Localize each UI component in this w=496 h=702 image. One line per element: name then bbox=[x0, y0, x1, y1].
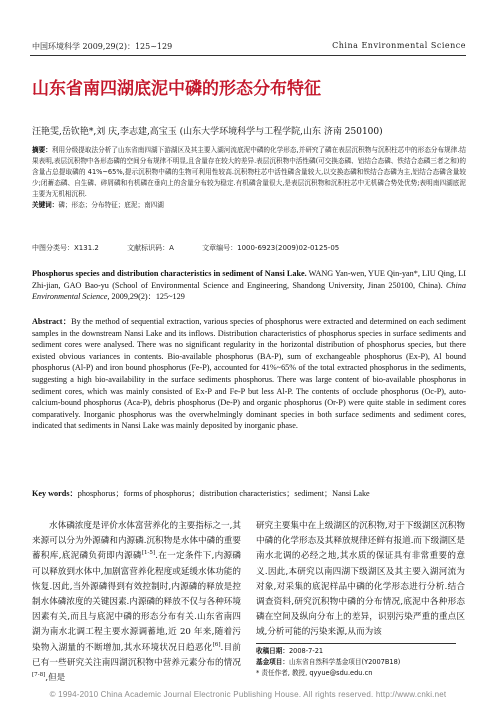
document-code: 文献标识码：A bbox=[127, 244, 174, 252]
english-keywords-text: phosphorus；forms of phosphorus；distribution characteristics；sediment；Nansi Lake bbox=[77, 489, 370, 498]
body-column-right: 研究主要集中在上级湖区的沉积物,对于下级湖区沉积物中磷的化学形态及其释放规律还鲜有报道.而下级湖区是南水北调的必经之地,其水质的保证具有非常重要的意义.因此,本研究以南四湖下级湖区及其主要入湖河流为对象,对采集的底泥样品中磷的化学形态进行分析.结合调查资料,研究沉积物中磷的分布情况,底泥中各种形态磷在空间及纵向分布上的差异，识别污染严重的重点区域,分析可能的污染来源,从而为该 bbox=[256, 521, 465, 638]
english-citation bbox=[32, 268, 466, 303]
chinese-abstract bbox=[32, 145, 466, 211]
citation-ref: [7-8] bbox=[32, 672, 46, 679]
paper-title: 山东省南四湖底泥中磷的形态分布特征 bbox=[32, 79, 321, 99]
article-number: 文章编号：1000-6923(2009)02-0125-05 bbox=[202, 244, 340, 252]
body-column-left bbox=[32, 519, 241, 686]
clc-number: 中图分类号：X131.2 bbox=[32, 244, 99, 252]
english-keywords-label: Key words： bbox=[32, 489, 78, 498]
citation-ref: [6] bbox=[212, 641, 221, 648]
classification-line bbox=[32, 243, 365, 253]
footnote-label: 收稿日期： bbox=[256, 647, 289, 655]
english-abstract bbox=[32, 316, 466, 432]
copyright-watermark: © 1994-2010 China Academic Journal Electronic Publishing House. All rights reserved. http://www.cnki.net bbox=[49, 690, 447, 699]
chinese-abstract-label: 摘要： bbox=[32, 146, 52, 154]
footnote-value: 山东省自然科学基金项目(Y2007B18) bbox=[288, 658, 401, 666]
body-text: .在一定条件下,内源磷可以释放到水体中,加剧富营养化程度或延缓水体功能的恢复.因此,当外源磷得到有效控制时,内源磷的释放是控制水体磷浓度的关键因素.内源磷的释放不仅与各种环境因素有关,而且与底泥中磷的形态分布有关.山东省南四湖为南水北调工程主要水源调蓄地,近 20 年来,随着污染物入湖量的不断增加,其水环境状况日趋恶化 bbox=[32, 551, 242, 653]
body-text: ,但是 bbox=[45, 673, 66, 684]
footnote-fund bbox=[256, 657, 476, 668]
footnote-label: 基金项目： bbox=[256, 658, 289, 666]
footnote-received bbox=[256, 646, 476, 657]
author-line: 汪艳雯,岳钦艳*,刘 庆,李志建,高宝玉 (山东大学环境科学与工程学院,山东 济南 250100) bbox=[32, 127, 383, 137]
chinese-keywords-label: 关键词： bbox=[32, 201, 59, 209]
english-journal: China Environmental Science, bbox=[32, 280, 466, 301]
body-text: .目前已有一些研究关注南四湖沉积物中营养元素分布的情况 bbox=[32, 642, 242, 668]
chinese-keywords-text: 磷；形态；分布特征；底泥；南四湖 bbox=[58, 201, 164, 209]
citation-ref: [1-5] bbox=[141, 550, 156, 557]
english-authors: WANG Yan-wen, YUE Qin-yan*, LIU Qing, LI Zhi-jian, GAO Bao-yu (School of Environmental Science and Engineering, Shandong University, Jinan 250100, China). bbox=[32, 269, 466, 290]
english-title: Phosphorus species and distribution characteristics in sediment of Nansi Lake. bbox=[32, 269, 307, 278]
footnote-divider bbox=[256, 643, 456, 644]
running-header-left: 中国环境科学 2009,29(2)：125~129 bbox=[32, 42, 173, 51]
english-abstract-text: By the method of sequential extraction, various species of phosphorus were extracted and determined on each sediment samples in the downstream Nansi Lake and its inflows. Distribution characteristics of phosphorus species in surface sediments and sediment cores were analysed. There was no significant regularity in the horizontal distribution of phosphorus species, but there existed obvious variances in contents. Bio-available phosphorus (BA-P), sum of exchangeable phosphorus (Ex-P), Al bound phosphorus (Al-P) and iron bound phosphorus (Fe-P), accounted for 41%~65% of the total extracted phosphorus in the sediments, suggesting a high bio-availability in the surface sediments phosphorus. There was large content of bio-available phosphorus in sediment cores, which was mainly consisted of Ex-P and Fe-P but less Al-P. The contents of occlude phosphorus (Oc-P), auto-calcium-bound phosphorus (Aca-P), debris phosphorus (De-P) and organic phosphorus (Or-P) were quite stable in sediment cores comparatively. Inorganic phosphorus was the overwhelmingly dominant species in both surface sediments and sediment cores, indicated that sediments in Nansi Lake was mainly deposited by inorganic phase. bbox=[32, 317, 467, 431]
english-pages: 2009,29(2)：125~129 bbox=[109, 292, 185, 301]
english-abstract-label: Abstract： bbox=[32, 317, 72, 326]
body-text: 水体磷浓度是评价水体富营养化的主要指标之一,其来源可以分为外源磷和内源磷.沉积物是水体中磷的重要蓄积库,底泥磷负荷即内源磷 bbox=[32, 521, 241, 562]
header-divider bbox=[30, 55, 466, 56]
chinese-abstract-text: 利用分级提取法分析了山东省南四湖下游湖区及其主要入湖河流底泥中磷的化学形态,并研究了磷在表层沉积物与沉积柱芯中的形态分布规律.结果表明,表层沉积物中各形态磷的空间分布规律不明显,且含量存在较大的差异.表层沉积物中活性磷(可交换态磷、铝结合态磷、铁结合态磷三者之和)的含量占总提取磷的 41%~65%,提示沉积物中磷的生物可利用性较高.沉积物柱芯中活性磷含量较大,以交换态磷和铁结合态磷为主,铝结合态磷含量较少;闭蓄态磷、自生磷、碎屑磷和有机磷在垂向上的含量分布较为稳定.有机磷含量很大,是表层沉积物和沉积柱芯中无机磷合势处优势;表明南四湖底泥主要为无机相沉积. bbox=[32, 146, 466, 198]
english-keywords bbox=[32, 488, 466, 499]
footnote-value: 2008-7-21 bbox=[288, 647, 324, 655]
footnote-author: * 责任作者, 教授, qyyue@sdu.edu.cn bbox=[256, 669, 373, 677]
running-header-right: China Environmental Science bbox=[332, 41, 466, 50]
